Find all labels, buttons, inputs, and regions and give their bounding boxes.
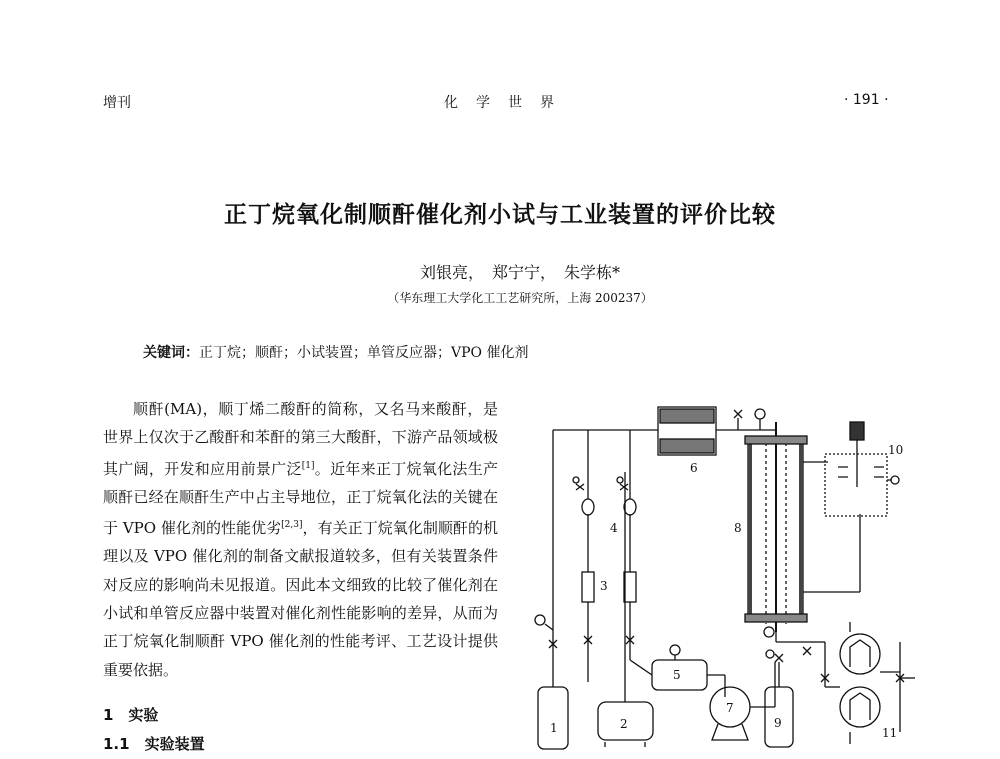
citation: [2,3]: [281, 520, 303, 531]
citation: [1]: [301, 460, 315, 471]
text-run: 顺酐(MA)，顺丁烯二酸酐的简称，又名马来酸酐，是世界上仅次于乙酸酐和苯酐的第三大酸酐，下游产品领域极其广阔，开发和应用前景广泛: [103, 400, 498, 478]
label-4: 4: [610, 521, 618, 535]
label-2: 2: [620, 717, 628, 731]
flowmeter-4: [624, 572, 636, 602]
paragraph: [103, 395, 498, 684]
flowmeter-3: [582, 572, 594, 602]
text-run: ，有关正丁烷氧化制顺酐的机理以及 VPO 催化剂的制备文献报道较多，但有关装置条件对反应的影响尚未见报道。因此本文细致的比较了催化剂在小试和单管反应器中装置对催化剂性能影响的差异，从而为正丁烷氧化制顺酐 VPO 催化剂的性能考评、工艺设计提供重要依据。: [103, 519, 498, 679]
body-text: [103, 395, 498, 684]
section-heading: 1 实验: [103, 706, 159, 724]
gas-cylinder-1: [538, 687, 568, 749]
keywords-label: 关键词：: [143, 345, 199, 361]
label-9: 9: [774, 716, 782, 730]
journal-name: 化 学 世 界: [444, 95, 556, 111]
label-11: 11: [882, 726, 898, 740]
header-left: 增刊: [103, 95, 131, 111]
label-3: 3: [600, 579, 608, 593]
text-run: 。近年来正丁烷氧化法生产顺酐已经在顺酐生产中占主导地位，正丁烷氧化法的关键在于 VPO 催化剂的性能优劣: [103, 459, 498, 538]
label-6: 6: [690, 461, 698, 475]
apparatus-diagram: [520, 392, 980, 757]
salt-bath-10: [825, 454, 887, 516]
label-1: 1: [550, 721, 558, 735]
authors: 刘银亮， 郑宁宁， 朱学栋*: [419, 263, 620, 282]
label-10: 10: [888, 443, 904, 457]
affiliation: （华东理工大学化工工艺研究所，上海 200237）: [387, 291, 653, 305]
label-8: 8: [734, 521, 742, 535]
subsection-heading: 1.1 实验装置: [103, 735, 205, 753]
paper-title: 正丁烷氧化制顺酐催化剂小试与工业装置的评价比较: [224, 202, 776, 228]
label-5: 5: [673, 668, 681, 682]
label-7: 7: [726, 701, 734, 715]
keywords-text: 正丁烷；顺酐；小试装置；单管反应器；VPO 催化剂: [199, 345, 529, 361]
keywords: [143, 342, 528, 362]
page-number: · 191 ·: [844, 92, 889, 108]
